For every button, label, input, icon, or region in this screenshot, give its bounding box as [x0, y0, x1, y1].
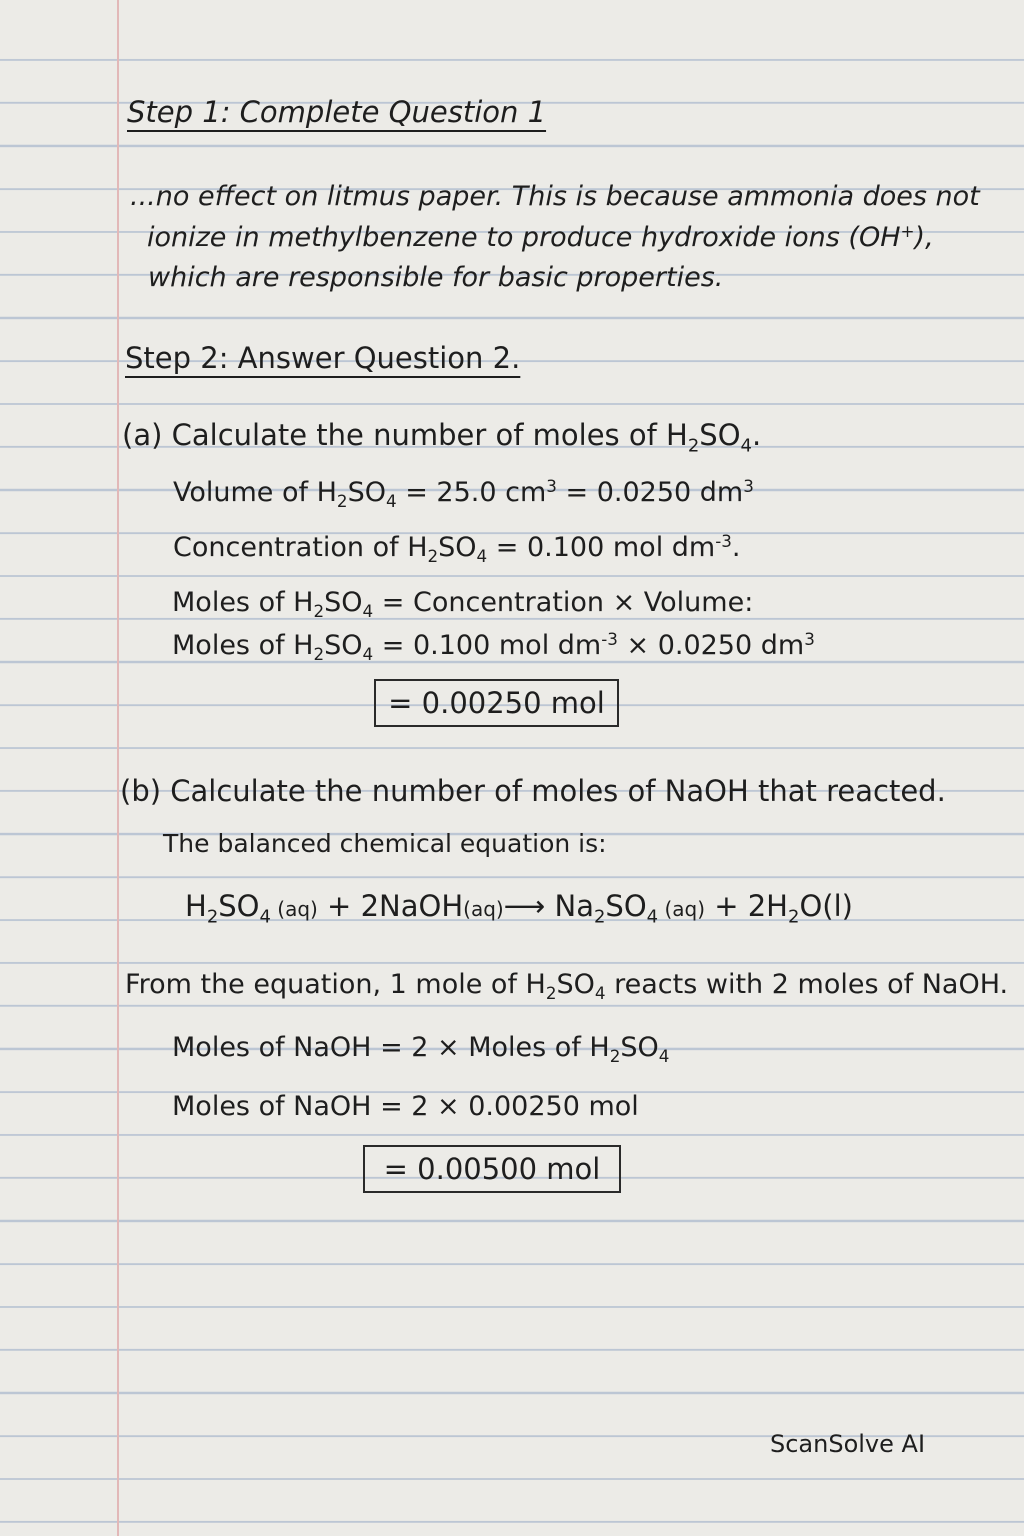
moles-calc-line: Moles of $H_2SO_4 = 0.100$ mol $dm^{-3} \times 0.0250$ $dm^3$ [172, 628, 815, 664]
answer-b-value: = 0.00500 mol [383, 1152, 601, 1186]
answer-b-box [363, 1145, 621, 1193]
moles-formula-line: Moles of $H_2SO_4$ = Concentration × Volume: [172, 587, 754, 621]
answer-a-box [374, 679, 619, 727]
equation-intro: The balanced chemical equation is: [163, 829, 607, 858]
step1-line-2: ionize in methylbenzene to produce hydroxide ions (OH+), [147, 220, 934, 253]
concentration-line: Concentration of $H_2SO_4 = 0.100$ mol $dm^{-3}$. [173, 530, 741, 566]
step1-line-3: which are responsible for basic properties. [148, 262, 724, 293]
naoh-calc-line: Moles of NaOH = 2 × 0.00250 mol [172, 1091, 639, 1122]
step1-line-1: ...no effect on litmus paper. This is because ammonia does not [130, 181, 980, 212]
margin-line [117, 0, 119, 1536]
step1-heading: Step 1: Complete Question 1 [127, 95, 547, 129]
answer-a-value: = 0.00250 mol [388, 686, 605, 720]
naoh-formula-line: Moles of NaOH = 2 × Moles of $H_2SO_4$ [172, 1032, 670, 1066]
part-a-title: (a) Calculate the number of moles of $H_2SO_4$. [122, 418, 762, 457]
volume-line: Volume of $H_2SO_4 = 25.0$ $cm^3 = 0.0250$ $dm^3$ [173, 475, 754, 511]
balanced-equation: $H_2SO_4$ (aq) + 2NaOH(aq)⟶ $Na_2SO_4$ $(aq) + 2H_2O(l)$ [185, 889, 853, 928]
ratio-line: From the equation, 1 mole of $H_2SO_4$ reacts with 2 moles of NaOH. [125, 969, 1009, 1003]
watermark: ScanSolve AI [770, 1430, 926, 1458]
part-b-title: (b) Calculate the number of moles of NaOH that reacted. [120, 774, 946, 808]
step2-heading: Step 2: Answer Question 2. [125, 341, 521, 375]
